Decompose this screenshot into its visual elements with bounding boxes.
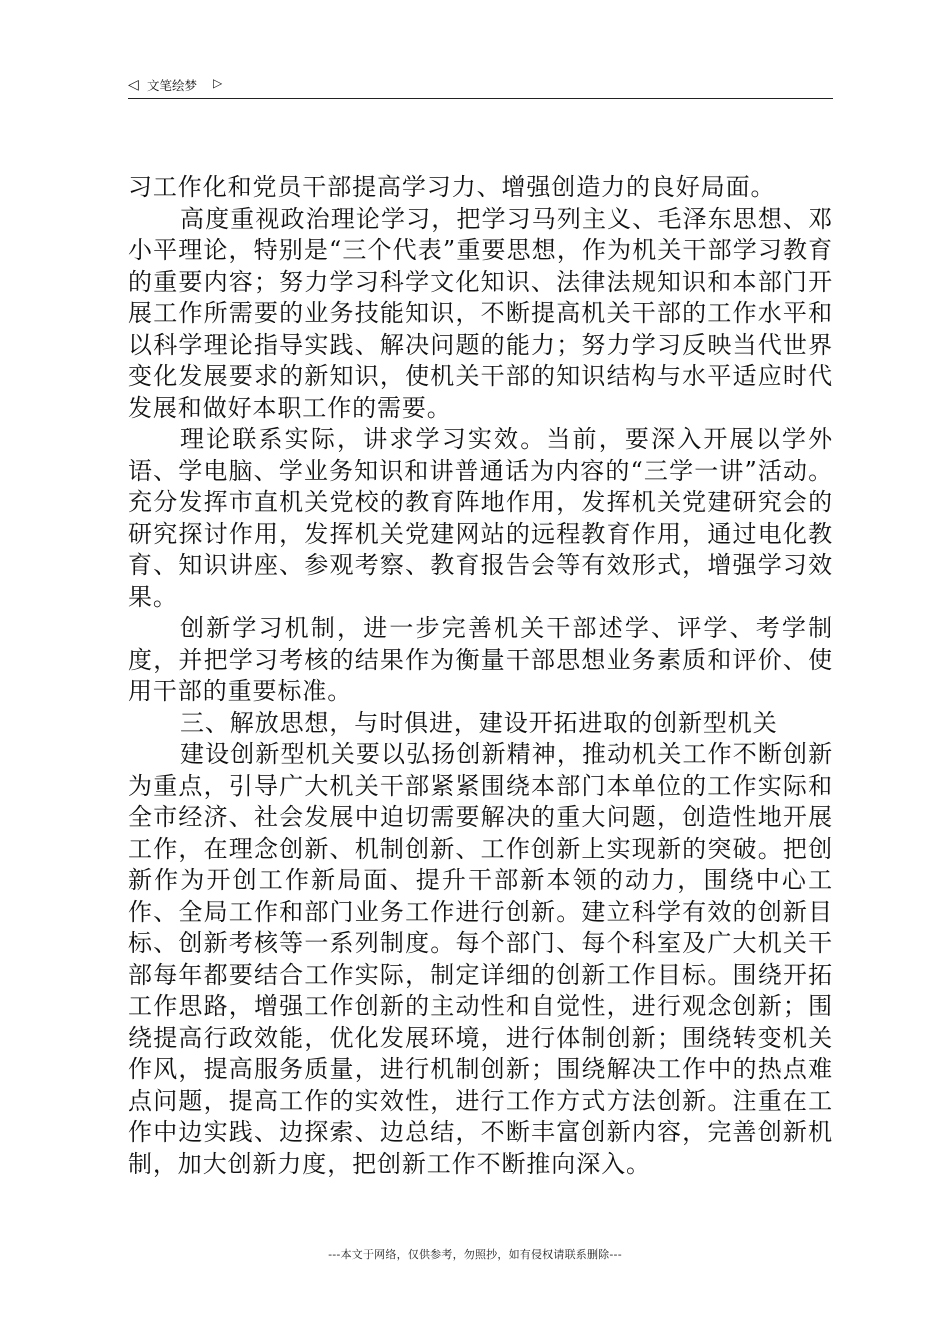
- paragraph-political-theory: 高度重视政治理论学习，把学习马列主义、毛泽东思想、邓小平理论，特别是“三个代表”重要思想，作为机关干部学习教育的重要内容；努力学习科学文化知识、法律法规知识和本部门开展工作所需要的业务技能知识，不断提高机关干部的工作水平和以科学理论指导实践、解决问题的能力；努力学习反映当代世界变化发展要求的新知识，使机关干部的知识结构与水平适应时代发展和做好本职工作的需要。: [128, 204, 833, 422]
- document-body: [128, 172, 833, 1180]
- page-header: [128, 74, 833, 98]
- section-heading-three: 三、解放思想，与时俱进，建设开拓进取的创新型机关: [180, 708, 778, 737]
- paragraph-practice: 理论联系实际，讲求学习实效。当前，要深入开展以学外语、学电脑、学业务知识和讲普通话为内容的“三学一讲”活动。充分发挥市直机关党校的教育阵地作用，发挥机关党建研究会的研究探讨作用，发挥机关党建网站的远程教育作用，通过电化教育、知识讲座、参观考察、教育报告会等有效形式，增强学习效果。: [128, 425, 833, 611]
- footer-disclaimer: ---本文于网络，仅供参考，勿照抄，如有侵权请联系删除---: [328, 1248, 622, 1261]
- header-divider: [128, 98, 833, 99]
- paragraph-continuation: 习工作化和党员干部提高学习力、增强创造力的良好局面。: [128, 173, 776, 201]
- right-triangle-icon: ▷: [213, 76, 223, 90]
- left-triangle-icon: ◁: [128, 77, 139, 93]
- header-title: 文笔绘梦: [147, 78, 198, 93]
- paragraph-learning-mechanism: 创新学习机制，进一步完善机关干部述学、评学、考学制度，并把学习考核的结果作为衡量干部思想业务素质和评价、使用干部的重要标准。: [128, 614, 833, 705]
- paragraph-innovation: 建设创新型机关要以弘扬创新精神，推动机关工作不断创新为重点，引导广大机关干部紧紧围绕本部门本单位的工作实际和全市经济、社会发展中迫切需要解决的重大问题，创造性地开展工作，在理念创新、机制创新、工作创新上实现新的突破。把创新作为开创工作新局面、提升干部新本领的动力，围绕中心工作、全局工作和部门业务工作进行创新。建立科学有效的创新目标、创新考核等一系列制度。每个部门、每个科室及广大机关干部每年都要结合工作实际，制定详细的创新工作目标。围绕开拓工作思路，增强工作创新的主动性和自觉性，进行观念创新；围绕提高行政效能，优化发展环境，进行体制创新；围绕转变机关作风，提高服务质量，进行机制创新；围绕解决工作中的热点难点问题，提高工作的实效性，进行工作方式方法创新。注重在工作中边实践、边探索、边总结，不断丰富创新内容，完善创新机制，加大创新力度，把创新工作不断推向深入。: [128, 740, 833, 1178]
